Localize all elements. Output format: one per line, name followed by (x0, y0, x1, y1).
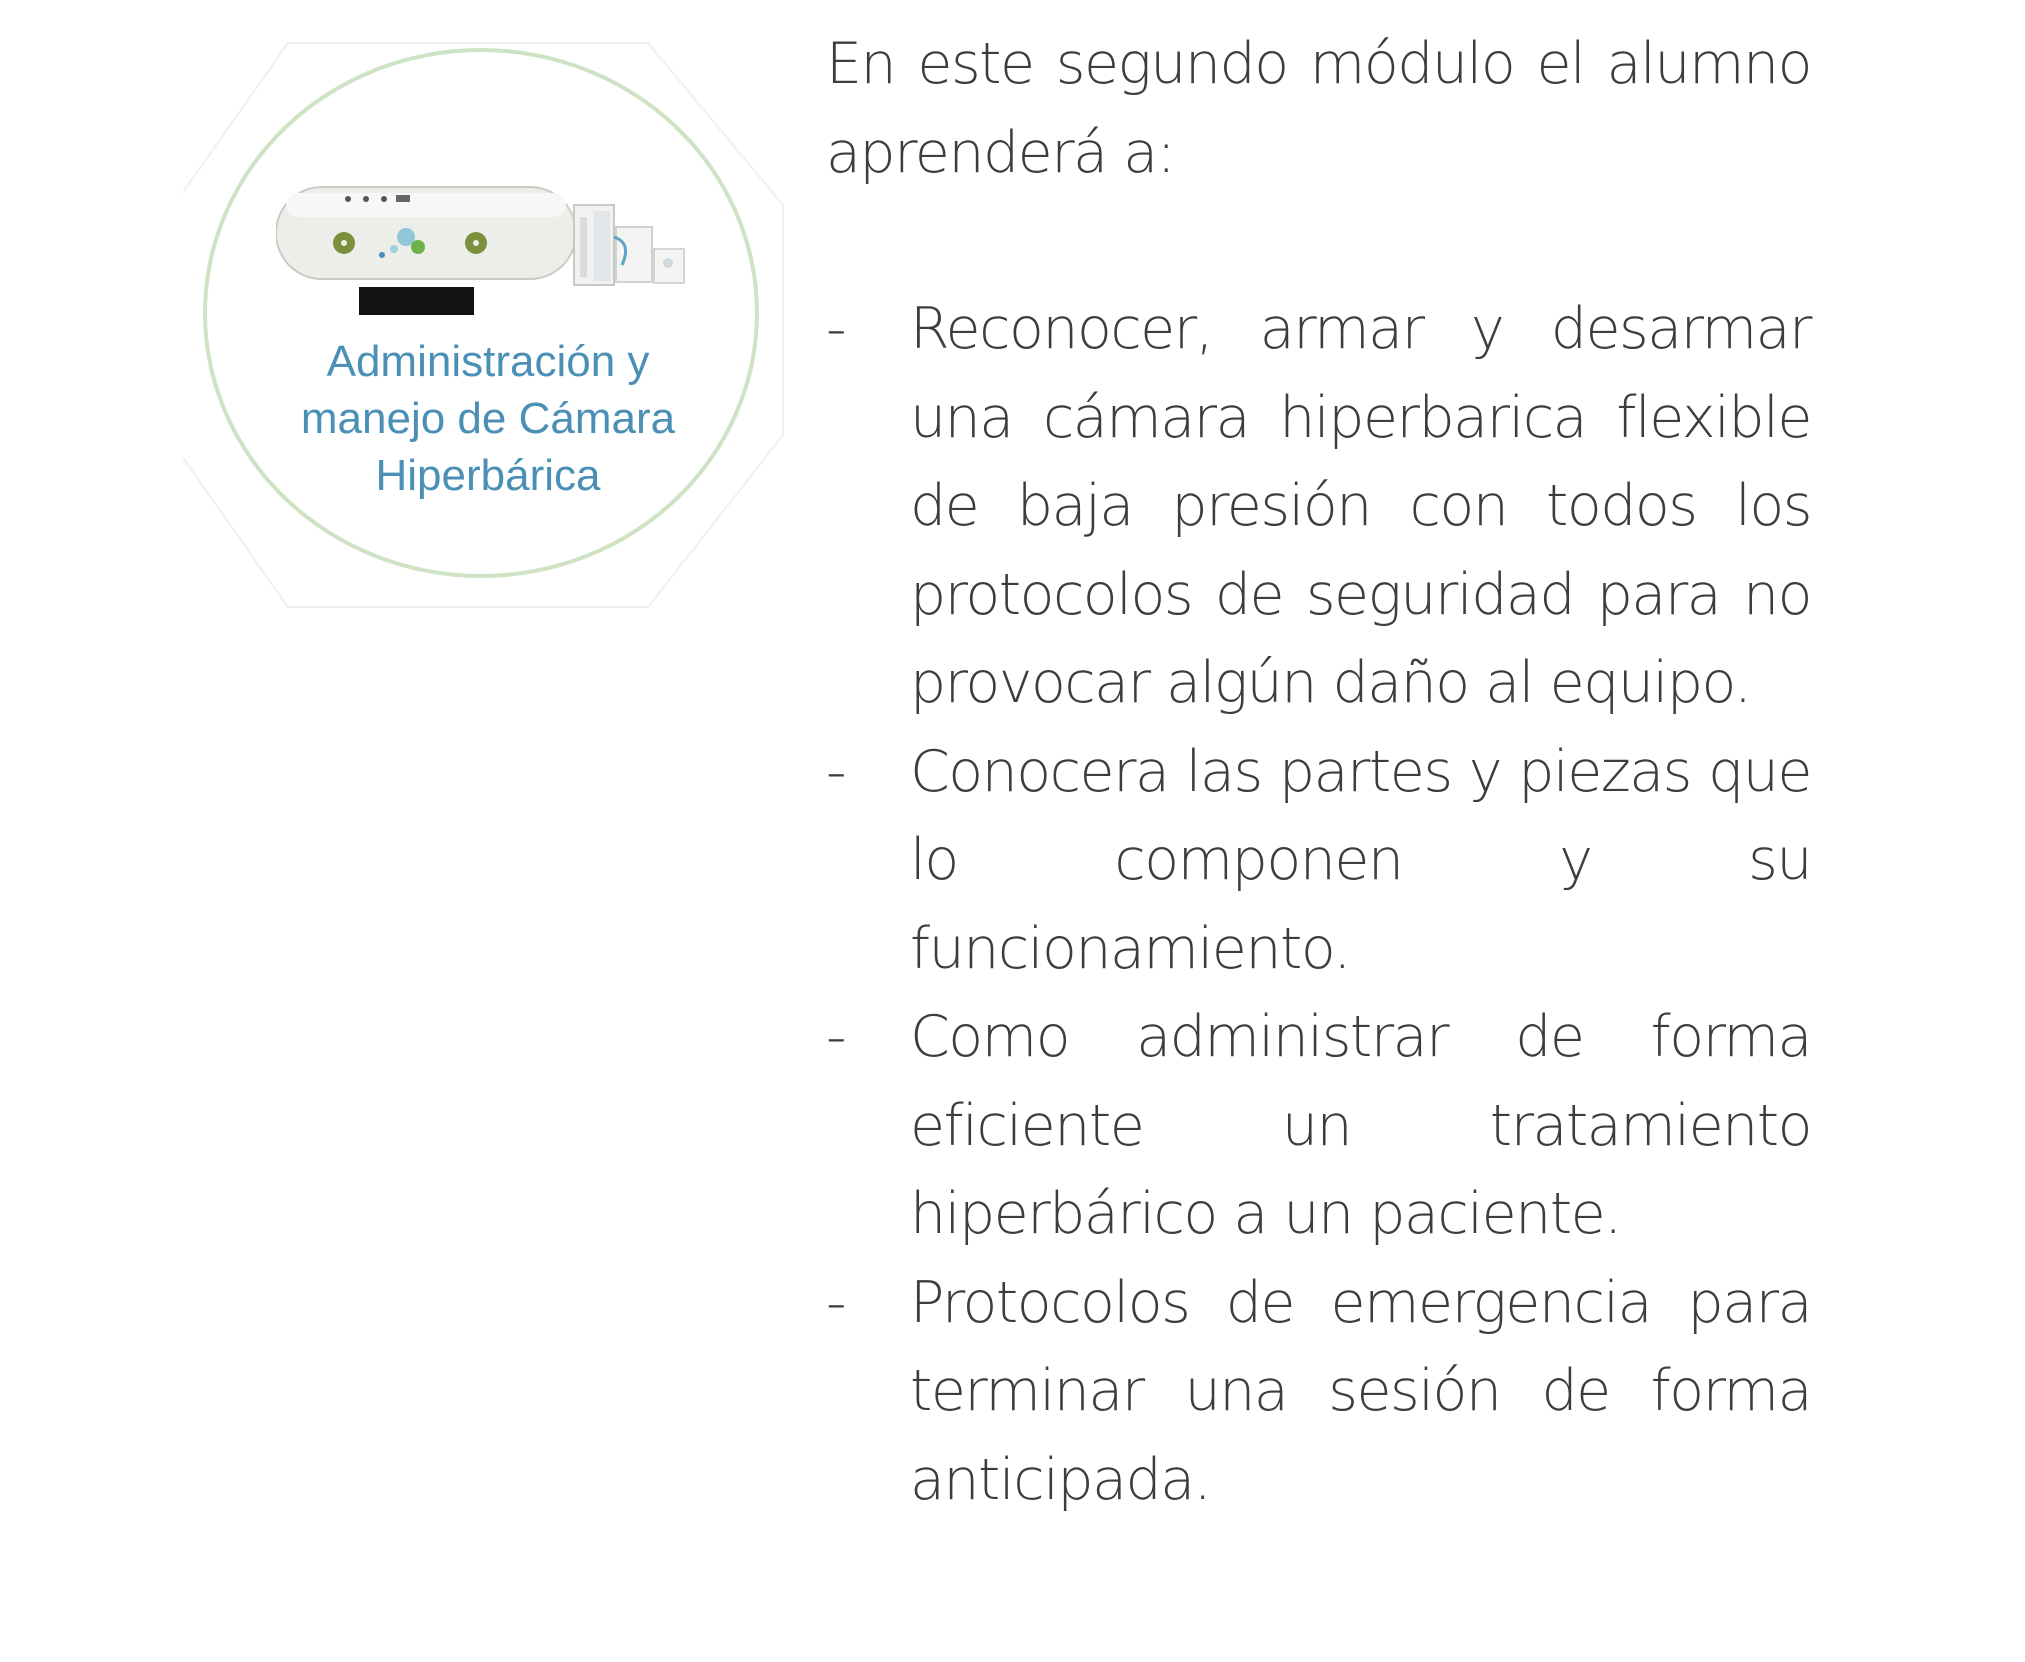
list-item-text: Como administrar de forma eficiente un tratamiento hiperbárico a un paciente. (910, 1004, 1811, 1247)
badge-title-line-1: Administración y (326, 337, 650, 386)
spacer (826, 197, 1811, 285)
dash-bullet: - (826, 296, 846, 362)
dash-bullet: - (826, 1269, 846, 1336)
dash-bullet: - (826, 1004, 846, 1070)
list-item-text: Reconocer, armar y desarmar una cámara hiperbarica flexible de baja presión con todos los protocolos de seguridad para no provocar algún daño al equipo. (910, 296, 1811, 716)
list-item (826, 993, 1811, 1259)
list-item (826, 285, 1811, 728)
list-item (826, 1259, 1811, 1525)
intro-text: En este segundo módulo el alumno aprenderá a: (826, 31, 1811, 186)
list-item (826, 728, 1811, 994)
module-description (826, 20, 1811, 1524)
dash-bullet: - (826, 738, 846, 805)
objectives-list (826, 285, 1811, 1524)
badge-title-line-2: manejo de Cámara (300, 394, 676, 443)
hyperbaric-chamber-image (276, 177, 696, 317)
list-item-text: Protocolos de emergencia para terminar una sesión de forma anticipada. (910, 1269, 1811, 1513)
badge-title-line-3: Hiperbárica (375, 451, 601, 500)
module-badge (183, 35, 793, 615)
list-item-text: Conocera las partes y piezas que lo componen y su funcionamiento. (910, 738, 1811, 982)
badge-title (243, 333, 733, 504)
